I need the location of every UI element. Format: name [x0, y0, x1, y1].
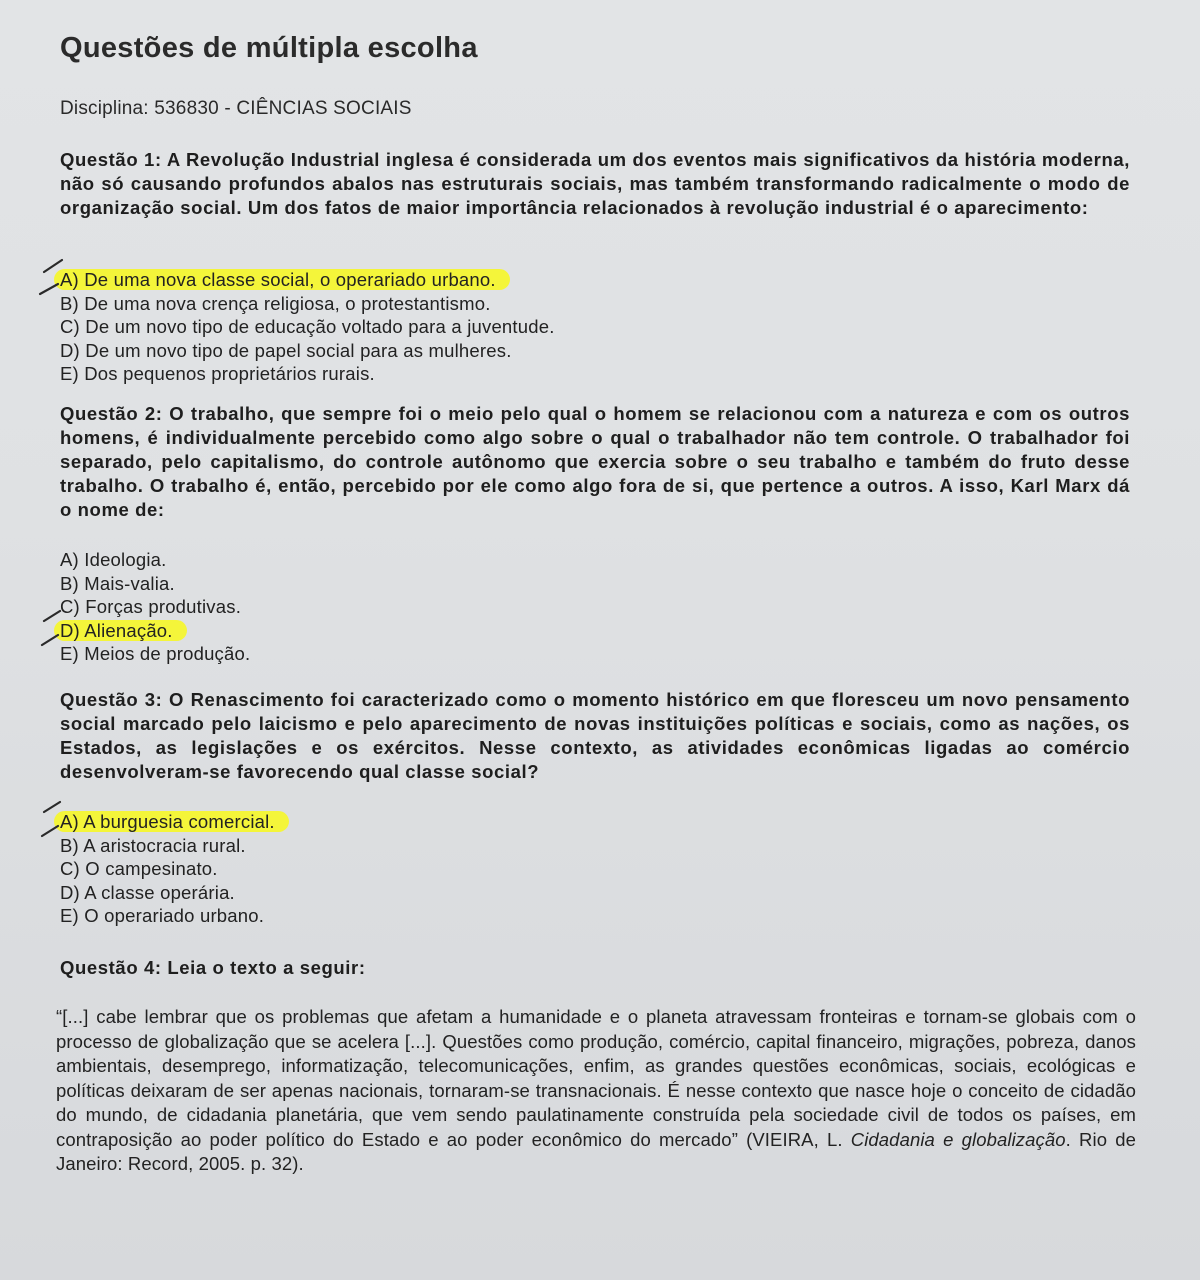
- quote-citation: . Rio de Janeiro: Record, 2005. p. 32).: [56, 1128, 1136, 1174]
- question-1-option-b[interactable]: B) De uma nova crença religiosa, o protestantismo.: [60, 292, 491, 314]
- question-3-option-e[interactable]: E) O operariado urbano.: [60, 905, 265, 926]
- question-2-option-a[interactable]: A) Ideologia.: [60, 549, 167, 570]
- question-1-option-c[interactable]: C) De um novo tipo de educação voltado para a juventude.: [60, 316, 555, 337]
- question-3-text: Questão 3: O Renascimento foi caracterizado como o momento histórico em que floresceu um novo pensamento social marcado pelo laicismo e pelo aparecimento de novas instituições políticas e sociais, como as nações, os Estados, as legislações e os exércitos. Nesse contexto, as atividades econômicas ligadas ao comércio desenvolveram-se favorecendo qual classe social?: [60, 689, 1130, 782]
- question-1-option-e[interactable]: E) Dos pequenos proprietários rurais.: [60, 363, 375, 384]
- question-3-option-b[interactable]: B) A aristocracia rural.: [60, 834, 246, 856]
- question-1-text: Questão 1: A Revolução Industrial inglesa é considerada um dos eventos mais significativos da história moderna, não só causando profundos abalos nas estruturais sociais, mas também transformando radicalmente o modo de organização social. Um dos fatos de maior importância relacionados à revolução industrial é o aparecimento:: [60, 149, 1130, 218]
- question-2-text: Questão 2: O trabalho, que sempre foi o meio pelo qual o homem se relacionou com a natureza e com os outros homens, é individualmente percebido como algo sobre o qual o trabalhador não tem controle. O trabalhador foi separado, pelo capitalismo, do controle autônomo que exercia sobre o seu trabalho e também do fruto desse trabalho. O trabalho é, então, percebido por ele como algo fora de si, que pertence a outros. A isso, Karl Marx dá o nome de:: [60, 403, 1130, 520]
- quote-book-title: Cidadania e globalização: [850, 1128, 1066, 1150]
- question-3-options: [60, 810, 1130, 928]
- question-1-option-a[interactable]: [60, 268, 1130, 292]
- question-3-option-a[interactable]: [60, 810, 1130, 834]
- question-4-quote: [56, 1005, 1136, 1177]
- question-2-options: [60, 548, 1130, 666]
- question-1-option-d[interactable]: D) De um novo tipo de papel social para as mulheres.: [60, 339, 512, 361]
- quote-body: “[...] cabe lembrar que os problemas que afetam a humanidade e o planeta atravessam fronteiras e tornam-se globais com o processo de globalização que se acelera [...]. Questões como produção, comércio, capital financeiro, migrações, pobreza, danos ambientais, desemprego, informatização, telecomunicações, enfim, as grandes questões econômicas, sociais, ecológicas e políticas deixaram de ser apenas nacionais, tornaram-se transnacionais. É nesse contexto que nasce hoje o conceito de cidadão do mundo, de cidadania planetária, que vem sendo paulatinamente construída pela sociedade civil de todos os países, em contraposição ao poder político do Estado e ao poder econômico do mercado” (VIEIRA, L.: [56, 1006, 1136, 1150]
- highlighted-answer: D) Alienação.: [54, 620, 187, 641]
- highlighted-answer: A) A burguesia comercial.: [54, 811, 289, 832]
- question-2-option-d[interactable]: [60, 619, 1130, 643]
- question-4-text: Questão 4: Leia o texto a seguir:: [60, 957, 366, 978]
- document-title: Questões de múltipla escolha: [60, 32, 478, 64]
- question-2-option-c[interactable]: C) Forças produtivas.: [60, 596, 242, 617]
- discipline-line: Disciplina: 536830 - CIÊNCIAS SOCIAIS: [60, 98, 412, 119]
- question-2-option-e[interactable]: E) Meios de produção.: [60, 643, 251, 664]
- question-2-option-b[interactable]: B) Mais-valia.: [60, 572, 175, 594]
- question-1-options: [60, 268, 1130, 386]
- question-3-option-c[interactable]: C) O campesinato.: [60, 858, 218, 879]
- highlighted-answer: A) De uma nova classe social, o operariado urbano.: [54, 269, 510, 290]
- question-3-option-d[interactable]: D) A classe operária.: [60, 881, 235, 903]
